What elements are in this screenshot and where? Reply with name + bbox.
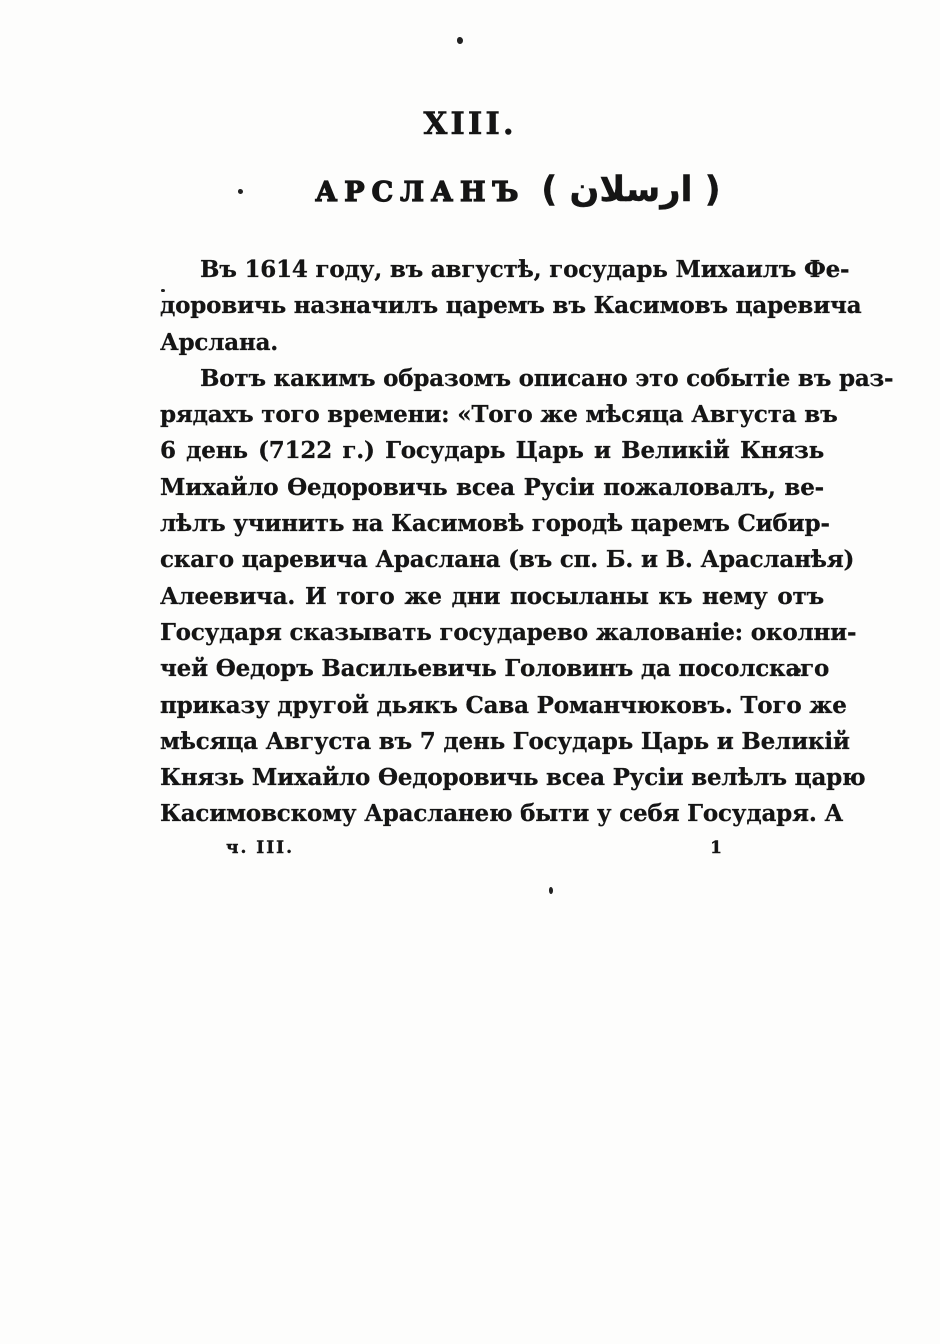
title-arabic: ( ارسلان ) [541, 170, 721, 210]
text-line-content: Государя сказывать государево жалованіе: околни- [160, 618, 857, 646]
text-line-content: Михайло Ѳедоровичь всеа Русіи пожаловалъ, ве- [160, 473, 824, 501]
text-line-content: мѣсяца Августа въ 7 день Государь Царь и Великій [160, 727, 850, 755]
body-text [160, 252, 894, 833]
text-line-content: лѣлъ учинить на Касимовѣ городѣ царемъ Сибир- [160, 510, 830, 538]
text-line [160, 433, 824, 469]
text-line-content: чей Ѳедоръ Васильевичь Головинъ да посолскаго [160, 655, 830, 683]
text-line-content: Касимовскому Арасланею быти у себя Государя. А [160, 800, 843, 828]
page-footer [160, 838, 824, 858]
text-line [160, 361, 894, 397]
text-line [160, 615, 857, 651]
page-number: 1 [710, 838, 724, 858]
text-line [160, 724, 850, 760]
text-line [160, 760, 866, 796]
text-line-content: Въ 1614 году, въ августѣ, государь Михаилъ Фе- [200, 256, 850, 283]
chapter-title [48, 170, 940, 210]
ink-speck [549, 887, 553, 894]
text-line-content: приказу другой дьякъ Сава Романчюковъ. Того же [160, 691, 847, 719]
text-line-content: Арслана. [160, 328, 279, 356]
text-line [160, 506, 830, 542]
text-line-content: доровичь назначилъ царемъ въ Касимовъ царевича [160, 292, 862, 320]
text-line-content: рядахъ того времени: «Того же мѣсяца Августа въ [160, 401, 838, 429]
text-line [160, 397, 838, 433]
text-line-content: скаго царевича Араслана (въ сп. Б. и В. Арасланѣя) [160, 546, 855, 574]
text-line-content: 6 день (7122 г.) Государь Царь и Великій Князь [160, 437, 824, 465]
text-line [160, 252, 850, 288]
text-line [160, 579, 824, 615]
text-line [160, 688, 847, 724]
text-line [160, 470, 824, 506]
signature-mark: ч. III. [226, 838, 295, 858]
title-cyrillic: АРСЛАНЪ [315, 177, 526, 208]
text-line-content: Алеевича. И того же дни посыланы къ нему отъ [160, 582, 824, 610]
text-line-content: Князь Михайло Ѳедоровичь всеа Русіи велѣлъ царю [160, 764, 866, 792]
text-line [160, 542, 855, 578]
text-line [160, 796, 843, 832]
chapter-number: XIII. [423, 106, 517, 142]
text-line [160, 325, 824, 361]
text-line [160, 651, 830, 687]
text-line [160, 288, 862, 324]
ink-speck [457, 37, 463, 44]
text-line-content: Вотъ какимъ образомъ описано это событіе въ раз- [200, 364, 894, 392]
